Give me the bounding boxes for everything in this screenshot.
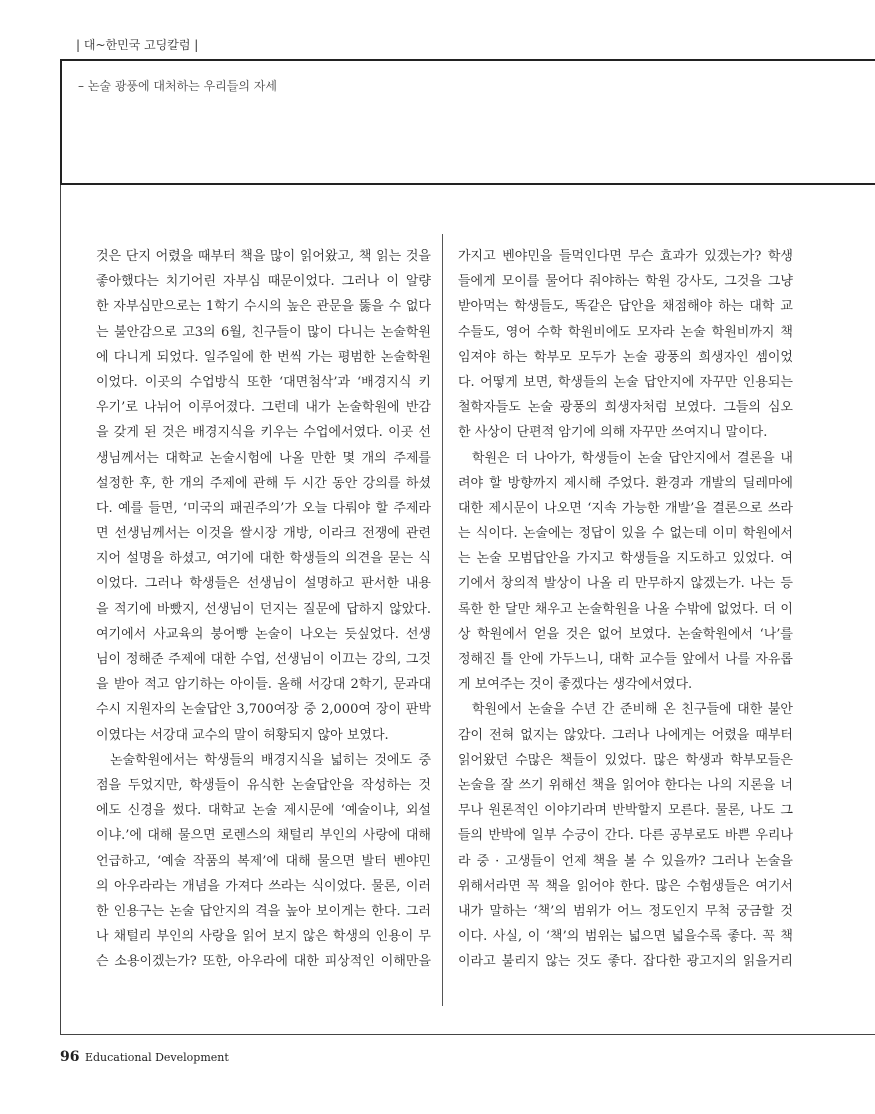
text-line: 가지고 벤야민을 들먹인다면 무슨 효과가 있겠는가? 학생 xyxy=(458,249,793,264)
text-line: 상 학원에서 얻을 것은 없어 보였다. 논술학원에서 ‘나’를 xyxy=(458,626,793,642)
text-line: 들의 반박에 일부 수긍이 간다. 다른 공부로도 바쁜 우리나 xyxy=(458,828,793,844)
text-line: 님이 정해준 주제에 대한 수업, 선생님이 이끄는 강의, 그것 xyxy=(96,652,431,667)
text-line: 내가 말하는 ‘책’의 범위가 어느 정도인지 무척 궁금할 것 xyxy=(458,903,793,919)
text-line: 점을 두었지만, 학생들이 유식한 논술답안을 작성하는 것 xyxy=(96,777,431,793)
text-line: 받아먹는 학생들도, 똑같은 답안을 채점해야 하는 대학 교 xyxy=(458,299,793,315)
text-line: 게 보여주는 것이 좋겠다는 생각에서였다. xyxy=(458,677,693,693)
text-line: 한 자부심만으로는 1학기 수시의 높은 관문을 뚫을 수 없다 xyxy=(96,299,431,315)
text-line: 철학자들도 논술 광풍의 희생자처럼 보였다. 그들의 심오 xyxy=(458,400,793,416)
text-line: 을 받아 적고 암기하는 아이들. 올해 서강대 2학기, 문과대 xyxy=(96,677,431,693)
article-subtitle: – 논술 광풍에 대처하는 우리들의 자세 xyxy=(78,79,277,93)
text-line: 한 인용구는 논술 답안지의 격을 높아 보이게는 한다. 그러 xyxy=(96,903,431,919)
text-line: 설정한 후, 한 개의 주제에 관해 두 시간 동안 강의를 하셨 xyxy=(96,475,431,491)
text-line: 읽어왔던 수많은 책들이 있었다. 많은 학생과 학부모들은 xyxy=(458,752,793,768)
text-line: 무나 원론적인 이야기라며 반박할지 모른다. 물론, 나도 그 xyxy=(458,803,793,819)
article-column-left xyxy=(96,244,431,974)
text-line: 는 식이다. 논술에는 정답이 있을 수 없는데 이미 학원에서 xyxy=(458,526,793,542)
section-tag: | 대~한민국 고딩칼럼 | xyxy=(76,38,199,52)
text-line: 이라고 불리지 않는 것도 좋다. 잡다한 광고지의 읽을거리 xyxy=(458,954,793,970)
text-line: 수들도, 영어 수학 학원비에도 모자라 논술 학원비까지 책 xyxy=(458,324,793,340)
text-line: 좋아했다는 치기어린 자부심 때문이었다. 그러나 이 알량 xyxy=(96,274,431,290)
text-line: 우기’로 나뉘어 이루어졌다. 그런데 내가 논술학원에 반감 xyxy=(96,400,431,416)
text-line: 한 사상이 단편적 암기에 의해 자꾸만 쓰여지니 말이다. xyxy=(458,425,768,441)
text-line: 면 선생님께서는 이것을 쌀시장 개방, 이라크 전쟁에 관련 xyxy=(96,526,431,542)
text-line: 이었다. 그러나 학생들은 선생님이 설명하고 판서한 내용 xyxy=(96,576,431,592)
text-line: 록한 한 달만 채우고 논술학원을 나올 수밖에 없었다. 더 이 xyxy=(458,601,793,617)
text-line: 라 중 · 고생들이 언제 책을 볼 수 있을까? 그러나 논술을 xyxy=(458,853,793,869)
text-line: 위해서라면 꼭 책을 읽어야 한다. 많은 수험생들은 여기서 xyxy=(458,878,793,894)
text-line: 에 다니게 되었다. 일주일에 한 번씩 가는 평범한 논술학원 xyxy=(96,349,431,365)
text-line: 이였다는 서강대 교수의 말이 허황되지 않아 보였다. xyxy=(96,727,389,743)
text-line: 의 아우라라는 개념을 가져다 쓰라는 식이었다. 물론, 이러 xyxy=(96,878,431,894)
text-line: 다. 예를 들면, ‘미국의 패권주의’가 오늘 다뤄야 할 주제라 xyxy=(96,500,431,516)
article-column-right xyxy=(458,244,793,974)
title-box xyxy=(60,59,875,185)
text-line: 기에서 창의적 발상이 나올 리 만무하지 않겠는가. 나는 등 xyxy=(458,576,793,592)
text-line: 논술을 잘 쓰기 위해선 책을 읽어야 한다는 나의 지론을 너 xyxy=(458,777,793,793)
text-line: 을 갖게 된 것은 배경지식을 키우는 수업에서였다. 이곳 선 xyxy=(96,425,431,441)
text-line: 논술학원에서는 학생들의 배경지식을 넓히는 것에도 중 xyxy=(110,752,431,768)
text-line: 지어 설명을 하셨고, 여기에 대한 학생들의 의견을 묻는 식 xyxy=(96,551,431,567)
text-line: 생님께서는 대학교 논술시험에 나올 만한 몇 개의 주제를 xyxy=(96,450,431,466)
text-line: 들에게 모이를 물어다 줘야하는 학원 강사도, 그것을 그냥 xyxy=(458,274,793,290)
text-line: 학원은 더 나아가, 학생들이 논술 답안지에서 결론을 내 xyxy=(472,450,793,466)
text-line: 는 불안감으로 고3의 6월, 친구들이 많이 다니는 논술학원 xyxy=(96,324,431,340)
text-line: 것은 단지 어렸을 때부터 책을 많이 읽어왔고, 책 읽는 것을 xyxy=(96,249,431,264)
text-line: 이냐.’에 대해 물으면 로렌스의 채털리 부인의 사랑에 대해 xyxy=(96,828,431,844)
text-line: 는 논술 모범답안을 가지고 학생들을 지도하고 있었다. 여 xyxy=(458,551,793,567)
page-number: 96 xyxy=(60,1049,80,1065)
text-line: 언급하고, ‘예술 작품의 복제’에 대해 물으면 발터 벤야민 xyxy=(96,853,431,869)
column-divider xyxy=(442,234,443,1006)
text-line: 다. 어떻게 보면, 학생들의 논술 답안지에 자꾸만 인용되는 xyxy=(458,374,793,390)
text-line: 에도 신경을 썼다. 대학교 논술 제시문에 ‘예술이냐, 외설 xyxy=(96,803,431,819)
text-line: 나 채털리 부인의 사랑을 읽어 보지 않은 학생의 인용이 무 xyxy=(96,929,431,945)
page-footer xyxy=(60,1049,229,1065)
text-line: 려야 할 방향까지 제시해 주었다. 환경과 개발의 딜레마에 xyxy=(458,475,793,491)
text-line: 대한 제시문이 나오면 ‘지속 가능한 개발’을 결론으로 쓰라 xyxy=(458,500,793,516)
text-line: 학원에서 논술을 수년 간 준비해 온 친구들에 대한 불안 xyxy=(472,702,793,718)
text-line: 슨 소용이겠는가? 또한, 아우라에 대한 피상적인 이해만을 xyxy=(96,954,431,970)
text-line: 정해진 틀 안에 가두느니, 대학 교수들 앞에서 나를 자유롭 xyxy=(458,652,793,667)
publication-name: Educational Development xyxy=(84,1051,229,1064)
text-line: 수시 지원자의 논술답안 3,700여장 중 2,000여 장이 판박 xyxy=(96,702,431,718)
text-line: 임져야 하는 학부모 모두가 논술 광풍의 희생자인 셈이었 xyxy=(458,349,793,365)
text-line: 이었다. 이곳의 수업방식 또한 ‘대면첨삭’과 ‘배경지식 키 xyxy=(96,374,431,390)
text-line: 여기에서 사교육의 붕어빵 논술이 나오는 듯싶었다. 선생 xyxy=(96,626,431,642)
text-line: 이다. 사실, 이 ‘책’의 범위는 넓으면 넓을수록 좋다. 꼭 책 xyxy=(458,929,793,945)
text-line: 을 적기에 바빴지, 선생님이 던지는 질문에 답하지 않았다. xyxy=(96,601,431,617)
text-line: 감이 전혀 없지는 않았다. 그러나 나에게는 어렸을 때부터 xyxy=(458,727,793,743)
